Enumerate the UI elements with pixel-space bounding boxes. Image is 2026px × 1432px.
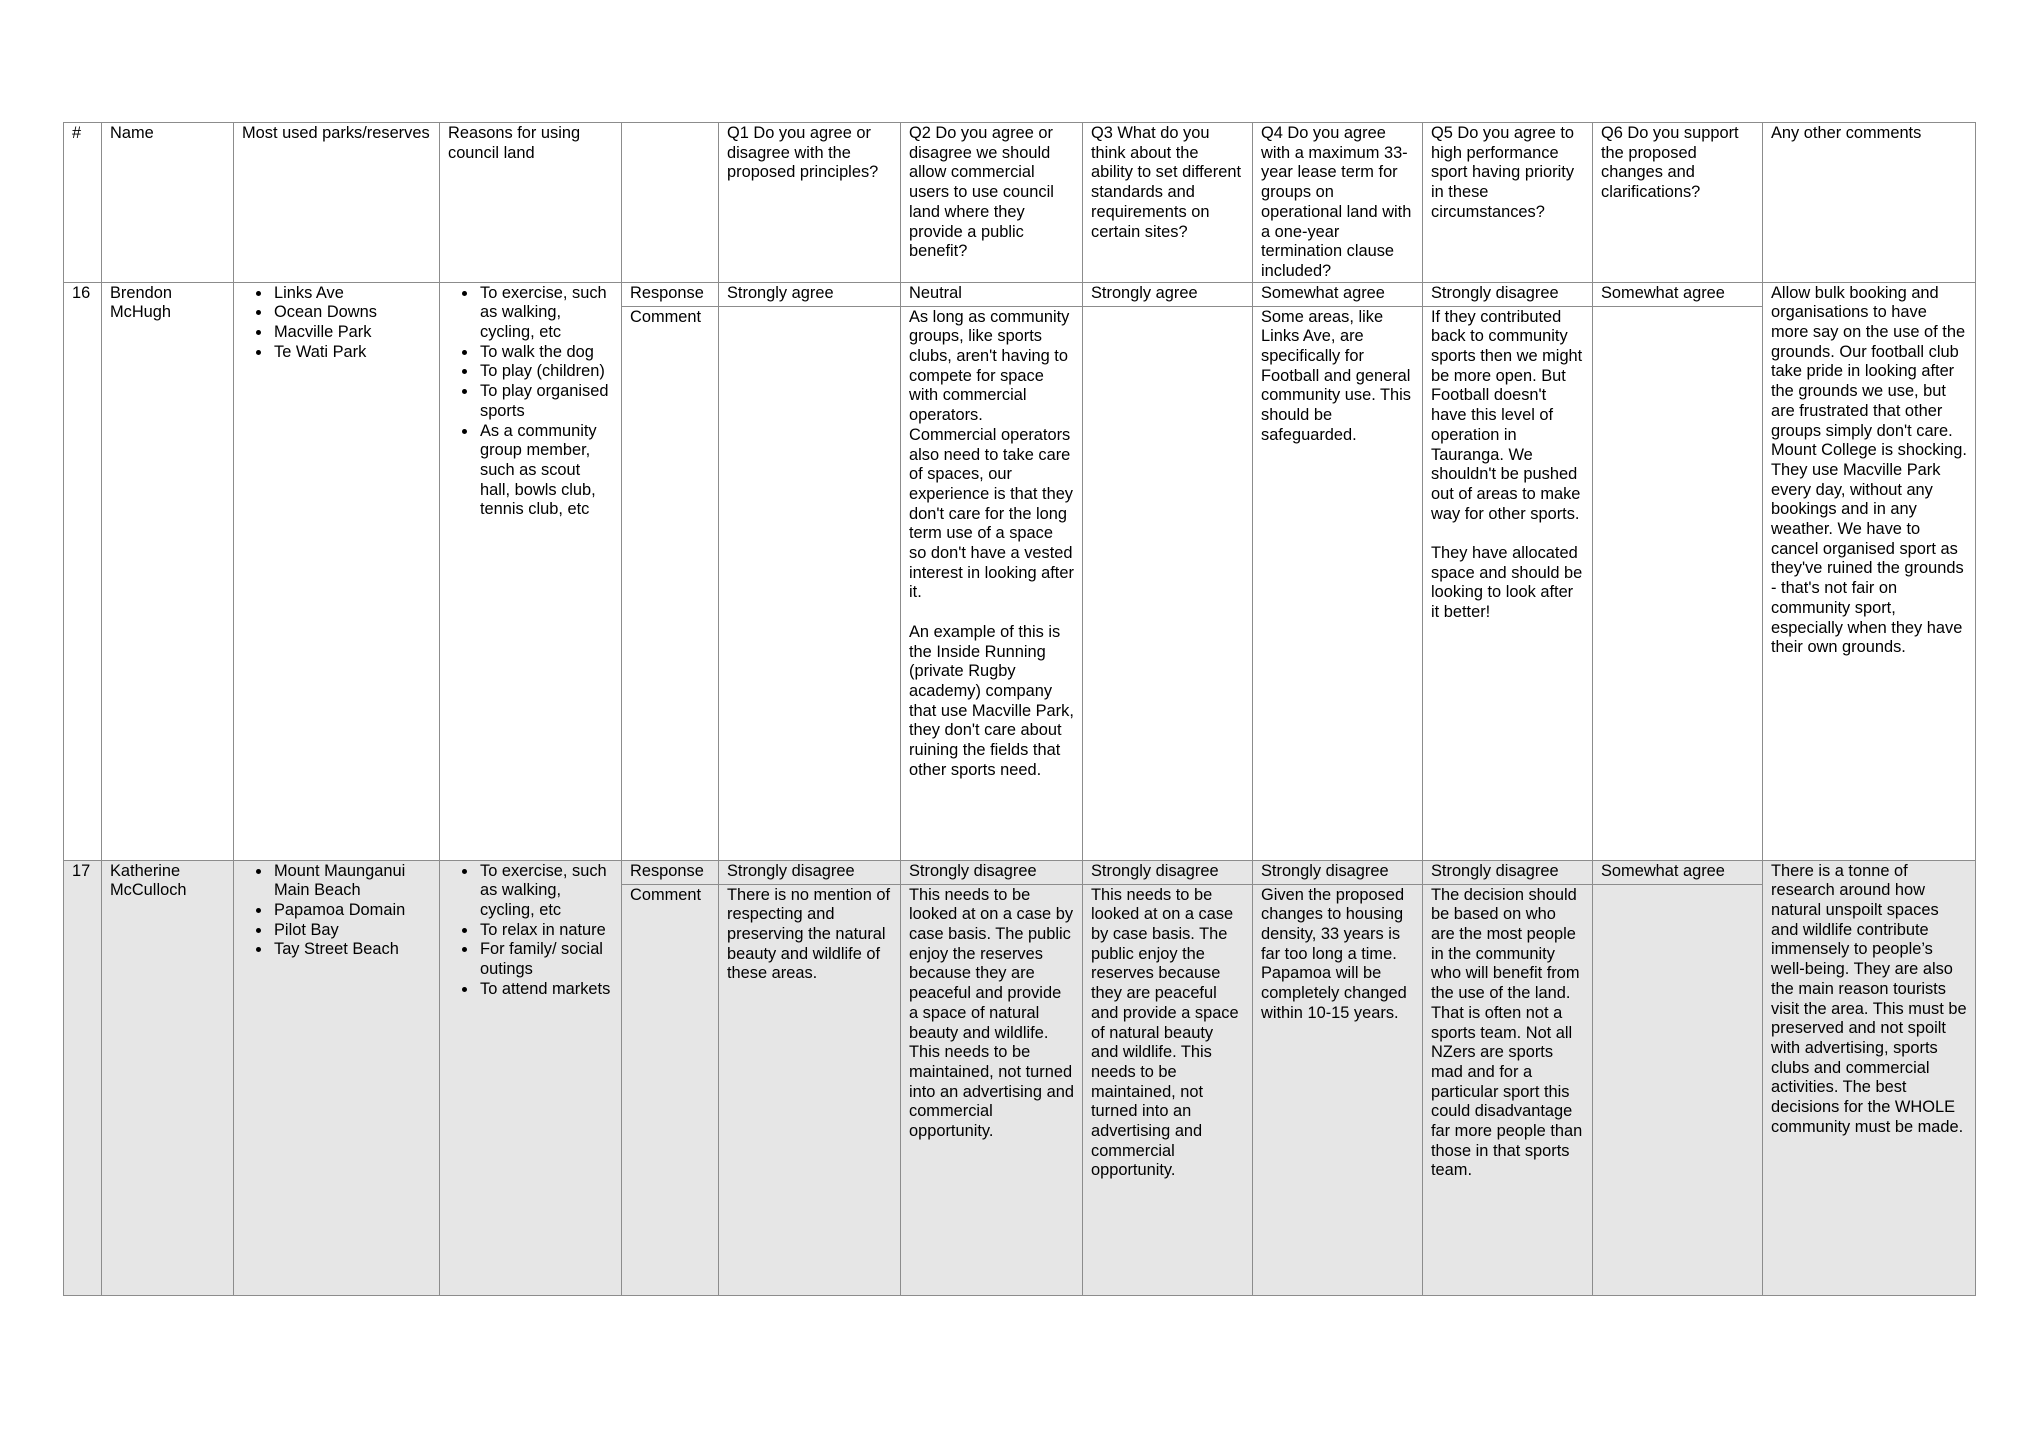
list-item: • To walk the dog [478,343,613,363]
comment-label: Comment [622,884,719,1295]
reasons-list [448,862,613,1000]
parks-list [242,284,431,363]
comment-q5: If they contributed back to community sports then we might be more open. But Football doesn't have this level of operation in Tauranga. We shouldn't be pushed out of areas to make way for other sports. They have allocated space and should be looking to look after it better! [1423,306,1593,860]
comment-q4: Given the proposed changes to housing density, 33 years is far too long a time. Papamoa will be completely changed within 10-15 years. [1253,884,1423,1295]
response-label: Response [622,282,719,306]
header-blank [622,123,719,283]
list-item: • Mount Maunganui Main Beach [272,862,431,901]
list-item: • To exercise, such as walking, cycling, etc [478,284,613,343]
row-number: 16 [64,282,102,860]
comment-q2: As long as community groups, like sports clubs, aren't having to compete for space with commercial operators. Commercial operators also need to take care of spaces, our experience is that they don't care for the long term use of a space so don't have a vested interest in looking after it. An example of this is the Inside Running (private Rugby academy) company that use Macville Park, they don't care about ruining the fields that other sports need. [901,306,1083,860]
header-name: Name [102,123,234,283]
response-q3: Strongly disagree [1083,860,1253,884]
header-reasons: Reasons for using council land [440,123,622,283]
reasons-cell [440,860,622,1295]
table-row [64,860,1976,884]
header-row [64,123,1976,283]
header-q1: Q1 Do you agree or disagree with the proposed principles? [719,123,901,283]
response-q2: Neutral [901,282,1083,306]
response-q6: Somewhat agree [1593,282,1763,306]
header-number: # [64,123,102,283]
row-number: 17 [64,860,102,1295]
respondent-name: Katherine McCulloch [102,860,234,1295]
other-comments: Allow bulk booking and organisations to have more say on the use of the grounds. Our football club take pride in looking after the grounds we use, but are frustrated that other groups simply don't care. Mount College is shocking. They use Macville Park every day, without any bookings and in any weather. We have to cancel organised sport as they've ruined the grounds - that's not fair on community sport, especially when they have their own grounds. [1763,282,1976,860]
list-item: • Pilot Bay [272,921,431,941]
comment-q2: This needs to be looked at on a case by case basis. The public enjoy the reserves because they are peaceful and provide a space of natural beauty and wildlife. This needs to be maintained, not turned into an advertising and commercial opportunity. [901,884,1083,1295]
other-comments: There is a tonne of research around how natural unspoilt spaces and wildlife contribute immensely to people’s well-being. They are also the main reason tourists visit the area. This must be preserved and not spoilt with advertising, sports clubs and commercial activities. The best decisions for the WHOLE community must be made. [1763,860,1976,1295]
parks-list [242,862,431,961]
header-q5: Q5 Do you agree to high performance sport having priority in these circumstances? [1423,123,1593,283]
response-q1: Strongly agree [719,282,901,306]
response-q5: Strongly disagree [1423,860,1593,884]
header-q3: Q3 What do you think about the ability to set different standards and requirements on certain sites? [1083,123,1253,283]
list-item: • Tay Street Beach [272,940,431,960]
list-item: • To play organised sports [478,382,613,421]
response-label: Response [622,860,719,884]
response-q4: Somewhat agree [1253,282,1423,306]
submissions-table [63,122,1976,1296]
list-item: • Macville Park [272,323,431,343]
comment-q3 [1083,306,1253,860]
response-q2: Strongly disagree [901,860,1083,884]
reasons-list [448,284,613,520]
response-q1: Strongly disagree [719,860,901,884]
parks-cell [234,860,440,1295]
comment-label: Comment [622,306,719,860]
list-item: • For family/ social outings [478,940,613,979]
comment-q6 [1593,306,1763,860]
table-row [64,282,1976,306]
list-item: • To attend markets [478,980,613,1000]
comment-q3: This needs to be looked at on a case by case basis. The public enjoy the reserves because they are peaceful and provide a space of natural beauty and wildlife. This needs to be maintained, not turned into an advertising and commercial opportunity. [1083,884,1253,1295]
header-q6: Q6 Do you support the proposed changes and clarifications? [1593,123,1763,283]
parks-cell [234,282,440,860]
list-item: • To relax in nature [478,921,613,941]
list-item: • To play (children) [478,362,613,382]
header-parks: Most used parks/reserves [234,123,440,283]
comment-q5: The decision should be based on who are the most people in the community who will benefit from the use of the land. That is often not a sports team. Not all NZers are sports mad and for a particular sport this could disadvantage far more people than those in that sports team. [1423,884,1593,1295]
header-other-comments: Any other comments [1763,123,1976,283]
list-item: • Links Ave [272,284,431,304]
comment-q1: There is no mention of respecting and preserving the natural beauty and wildlife of these areas. [719,884,901,1295]
response-q4: Strongly disagree [1253,860,1423,884]
comment-q6 [1593,884,1763,1295]
list-item: • Ocean Downs [272,303,431,323]
header-q2: Q2 Do you agree or disagree we should allow commercial users to use council land where they provide a public benefit? [901,123,1083,283]
response-q3: Strongly agree [1083,282,1253,306]
list-item: • To exercise, such as walking, cycling, etc [478,862,613,921]
reasons-cell [440,282,622,860]
respondent-name: Brendon McHugh [102,282,234,860]
list-item: • Te Wati Park [272,343,431,363]
response-q6: Somewhat agree [1593,860,1763,884]
comment-q1 [719,306,901,860]
response-q5: Strongly disagree [1423,282,1593,306]
header-q4: Q4 Do you agree with a maximum 33-year lease term for groups on operational land with a one-year termination clause included? [1253,123,1423,283]
comment-q4: Some areas, like Links Ave, are specifically for Football and general community use. This should be safeguarded. [1253,306,1423,860]
list-item: • As a community group member, such as scout hall, bowls club, tennis club, etc [478,422,613,521]
list-item: • Papamoa Domain [272,901,431,921]
